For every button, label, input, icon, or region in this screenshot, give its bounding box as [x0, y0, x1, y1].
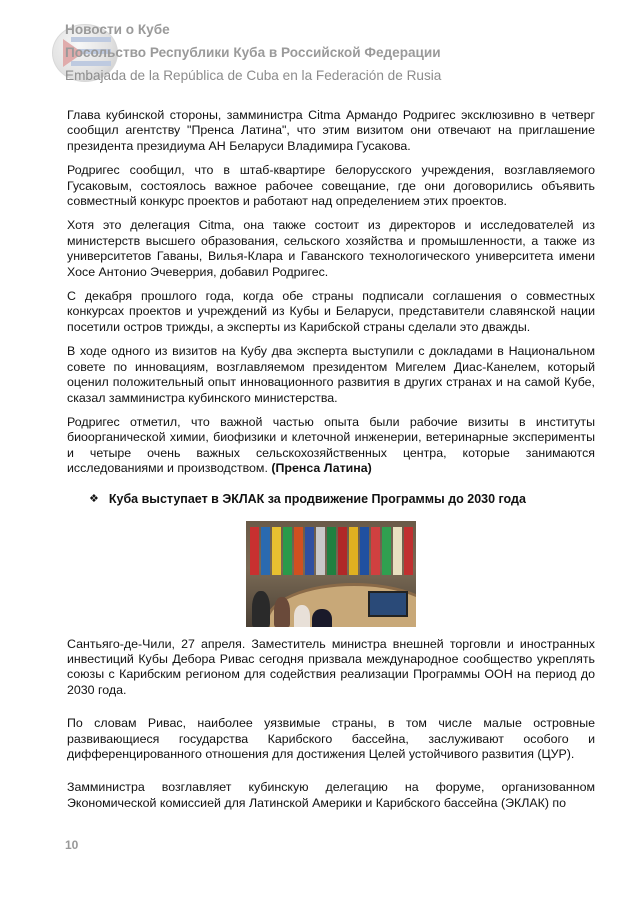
section-heading [89, 491, 595, 507]
paragraph-text: Родригес отметил, что важной частью опыта были рабочие визиты в институты биоорганической химии, биофизики и клеточной инженерии, ветеринарные эксперименты и четыре очень важных сельскохозяйственных центра, которые занимаются исследованиями и производством. [67, 414, 595, 476]
paragraph: С декабря прошлого года, когда обе страны подписали соглашения о совместных конкурсах проектов и учреждений из Кубы и Беларуси, представители славянской нации посетили остров трижды, а эксперты из Карибской страны сделали это дважды. [67, 289, 595, 334]
paragraph: По словам Ривас, наиболее уязвимые страны, в том числе малые островные развивающиеся государства Карибского бассейна, заслуживают особого и дифференцированного отношения для достижения Целей устойчивого развития (ЦУР). [67, 716, 595, 761]
section-title: Куба выступает в ЭКЛАК за продвижение Программы до 2030 года [108, 491, 526, 506]
paragraph: Сантьяго-де-Чили, 27 апреля. Заместитель министра внешней торговли и иностранных инвестиций Кубы Дебора Ривас сегодня призвала международное сообщество укреплять союзы с Карибским регионом для содействия реализации Программы ООН на период до 2030 года. [67, 636, 595, 697]
conference-photo [246, 521, 416, 627]
page-header [65, 18, 585, 87]
paragraph: В ходе одного из визитов на Кубу два эксперта выступили с докладами в Национальном совете по инновациям, возглавляемом президентом Мигелем Диас-Канелем, который оценил положительный опыт инновационного развития в других странах и на самой Кубе, сказал замминистра кубинского министерства. [67, 344, 595, 405]
paragraph: Хотя это делегация Citma, она также состоит из директоров и исследователей из министерств высшего образования, сельского хозяйства и промышленности, а также из университетов Гаваны, Вилья-Клара и Гаванского технологического университета имени Хосе Антонио Эчеверрия, добавил Родригес. [67, 218, 595, 279]
header-title: Новости о Кубе [65, 22, 170, 37]
source-credit: (Пренса Латина) [271, 461, 372, 476]
paragraph [67, 415, 595, 477]
paragraph: Родригес сообщил, что в штаб-квартире белорусского учреждения, возглавляемого Гусаковым, состоялось важное рабочее совещание, где они договорились объявить совместный конкурс проектов и работают над определением этих проектов. [67, 163, 595, 209]
paragraph: Глава кубинской стороны, замминистра Citma Армандо Родригес эксклюзивно в четверг сообщил агентству "Пренса Латина", что этим визитом они отвечают на приглашение президента президиума АН Беларуси Владимира Гусакова. [67, 108, 595, 153]
bullet-diamond-icon: ❖ [89, 492, 99, 505]
header-embassy-es: Embajada de la República de Cuba en la Federación de Rusia [65, 68, 442, 83]
page-number: 10 [65, 838, 79, 852]
article-body [67, 108, 595, 820]
header-embassy-ru: Посольство Республики Куба в Российской Федерации [65, 45, 441, 60]
paragraph: Замминистра возглавляет кубинскую делегацию на форуме, организованном Экономической комиссией для Латинской Америки и Карибского бассейна (ЭКЛАК) по [67, 780, 595, 810]
